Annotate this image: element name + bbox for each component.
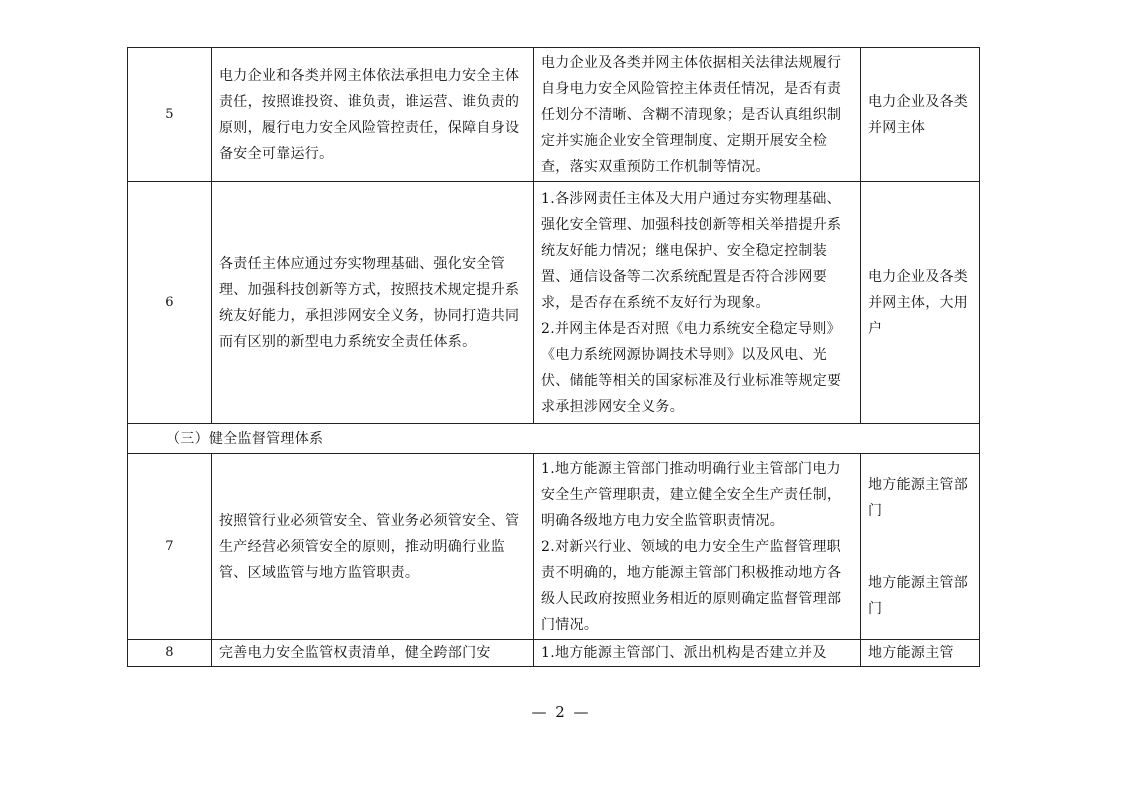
- check-item: 电力企业及各类并网主体依据相关法律法规履行自身电力安全风险管控主体责任情况，是否有责任划分不清晰、含糊不清现象；是否认真组织制定并实施企业安全管理制度、定期开展安全检查，落实双重预防工作机制等情况。: [541, 54, 842, 175]
- responsible-cell: [861, 48, 980, 182]
- check-items-cell: [534, 454, 861, 640]
- responsible-cell: [861, 182, 980, 424]
- check-item: 1.地方能源主管部门、派出机构是否建立并及: [541, 645, 827, 661]
- responsible-cell: [861, 454, 980, 640]
- check-items-cell: [534, 48, 861, 182]
- responsible-party: 地方能源主管部门: [868, 476, 969, 519]
- requirement-cell: 各责任主体应通过夯实物理基础、强化安全管理、加强科技创新等方式，按照技术规定提升系统友好能力，承担涉网安全义务，协同打造共同而有区别的新型电力系统安全责任体系。: [212, 182, 534, 424]
- row-number: 5: [128, 48, 212, 182]
- check-items-cell: [534, 640, 861, 667]
- table-row: [128, 48, 980, 182]
- section-row: [128, 424, 980, 454]
- requirement-cell: 电力企业和各类并网主体依法承担电力安全主体责任，按照谁投资、谁负责，谁运营、谁负责的原则，履行电力安全风险管控责任，保障自身设备安全可靠运行。: [212, 48, 534, 182]
- check-item: 1.地方能源主管部门推动明确行业主管部门电力安全生产管理职责，建立健全安全生产责任制，明确各级地方电力安全监管职责情况。: [541, 460, 842, 529]
- table-row: [128, 640, 980, 667]
- row-number: 8: [128, 640, 212, 667]
- row-number: 7: [128, 454, 212, 640]
- spacer: [868, 524, 972, 570]
- table-row: [128, 454, 980, 640]
- responsible-cell: [861, 640, 980, 667]
- table-row: [128, 182, 980, 424]
- check-items-cell: [534, 182, 861, 424]
- responsible-party: 电力企业及各类并网主体: [868, 93, 969, 136]
- requirement-cell: 按照管行业必须管安全、管业务必须管安全、管生产经营必须管安全的原则，推动明确行业监管、区域监管与地方监管职责。: [212, 454, 534, 640]
- check-item: 2.并网主体是否对照《电力系统安全稳定导则》《电力系统网源协调技术导则》以及风电、光伏、储能等相关的国家标准及行业标准等规定要求承担涉网安全义务。: [541, 320, 842, 415]
- section-heading: （三）健全监督管理体系: [128, 424, 980, 454]
- responsible-party: 地方能源主管: [868, 645, 954, 661]
- page-number: — 2 —: [531, 703, 591, 721]
- check-item: 2.对新兴行业、领域的电力安全生产监督管理职责不明确的，地方能源主管部门积极推动地方各级人民政府按照业务相近的原则确定监督管理部门情况。: [541, 538, 842, 633]
- responsible-party: 地方能源主管部门: [868, 574, 969, 617]
- inspection-table: [127, 47, 980, 667]
- check-item: 1.各涉网责任主体及大用户通过夯实物理基础、强化安全管理、加强科技创新等相关举措提升系统友好能力情况；继电保护、安全稳定控制装置、通信设备等二次系统配置是否符合涉网要求，是否存在系统不友好行为现象。: [541, 190, 842, 311]
- row-number: 6: [128, 182, 212, 424]
- responsible-party: 电力企业及各类并网主体，大用户: [868, 268, 969, 337]
- requirement-cell: 完善电力安全监管权责清单，健全跨部门安: [212, 640, 534, 667]
